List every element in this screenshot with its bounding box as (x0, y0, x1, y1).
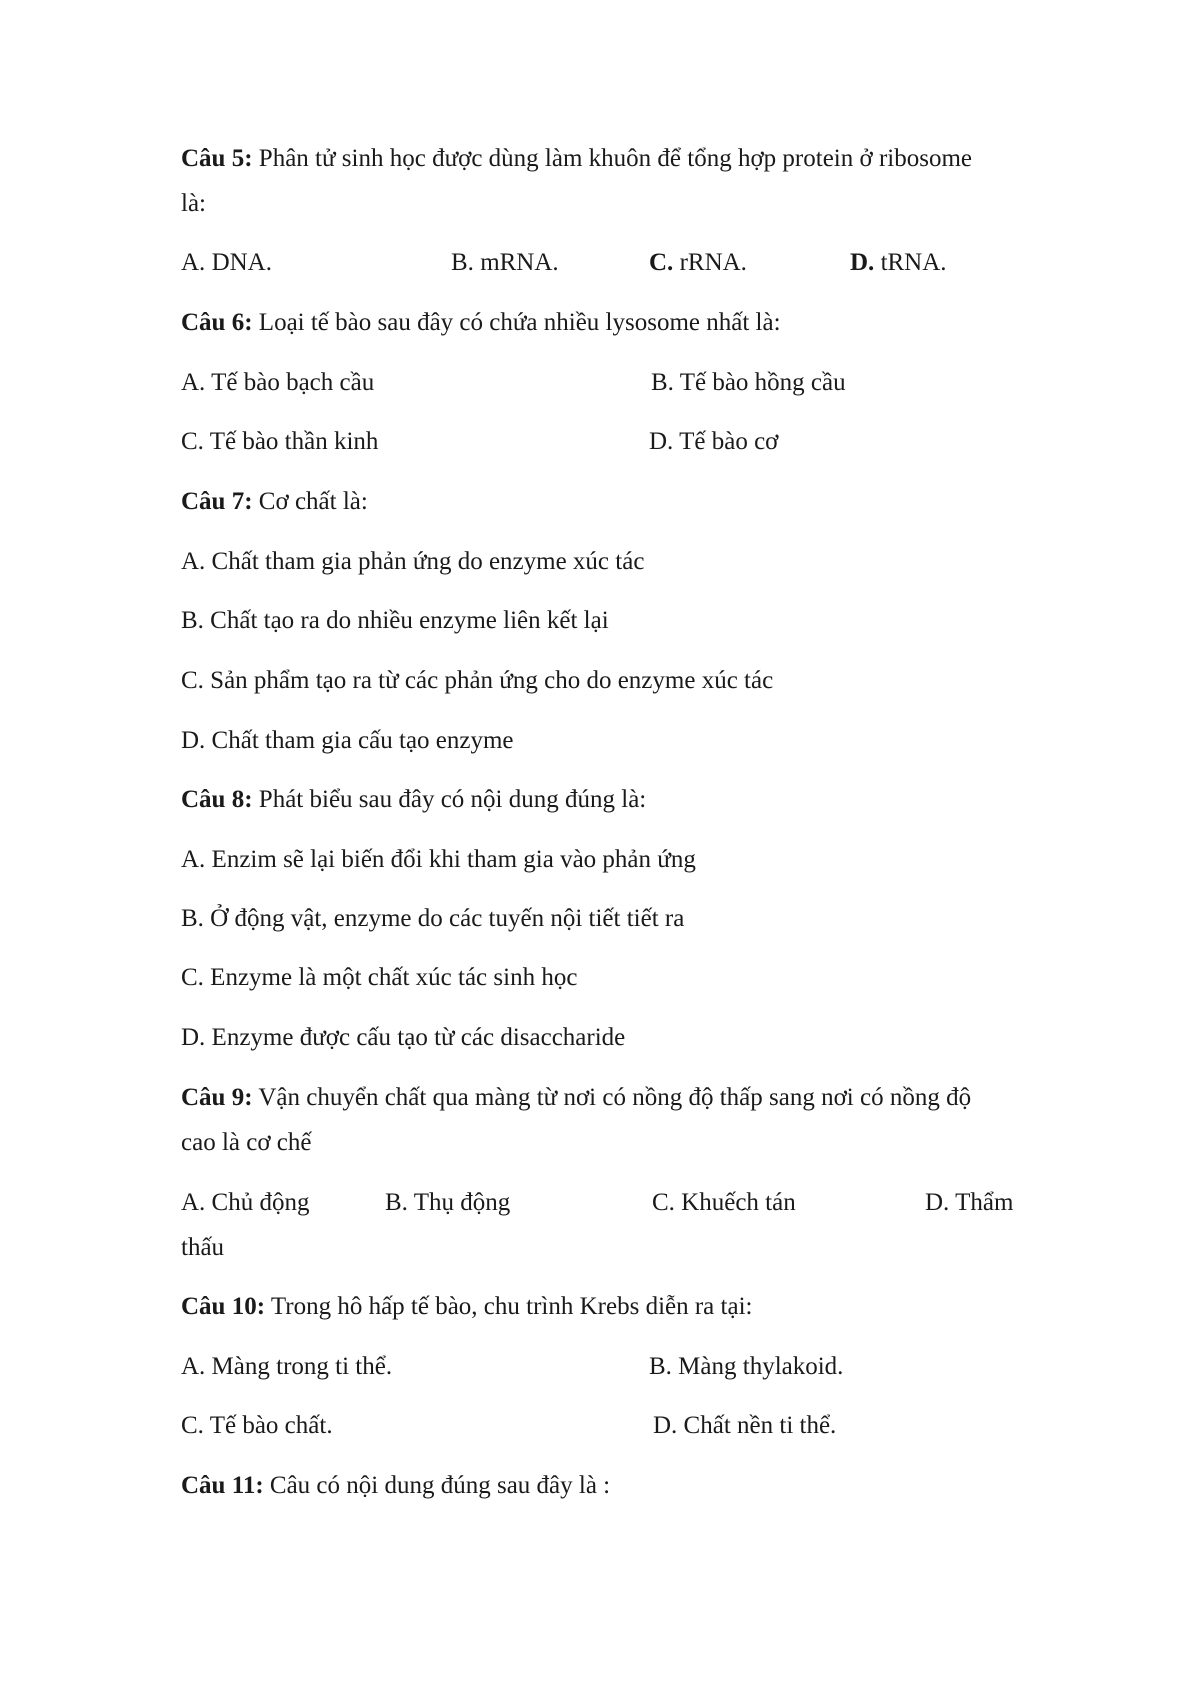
question-7-option-d: D. Chất tham gia cấu tạo enzyme (181, 727, 514, 754)
question-7-option-c: C. Sản phẩm tạo ra từ các phản ứng cho do enzyme xúc tác (181, 667, 774, 694)
question-9-stem-continued: cao là cơ chế (181, 1129, 312, 1156)
option-letter: D. (850, 249, 875, 276)
question-8-option-d: D. Enzyme được cấu tạo từ các disaccharide (181, 1024, 626, 1051)
question-6-text: Loại tế bào sau đây có chứa nhiều lysosome nhất là: (252, 309, 781, 336)
option-letter: C. (649, 249, 674, 276)
question-6-label: Câu 6: (181, 309, 253, 336)
option-letter: B. (451, 249, 474, 276)
question-10-text: Trong hô hấp tế bào, chu trình Krebs diễn ra tại: (265, 1293, 753, 1320)
question-6-option-d: D. Tế bào cơ (649, 428, 779, 455)
question-10-label: Câu 10: (181, 1293, 266, 1320)
question-7-label: Câu 7: (181, 488, 253, 515)
question-7-text: Cơ chất là: (252, 488, 368, 515)
question-5-label: Câu 5: (181, 145, 253, 172)
question-9-option-b: B. Thụ động (385, 1189, 511, 1216)
question-5-option-d (850, 248, 947, 278)
option-text: mRNA. (473, 249, 559, 276)
question-7-option-a: A. Chất tham gia phản ứng do enzyme xúc tác (181, 548, 645, 575)
question-10-option-d: D. Chất nền ti thể. (653, 1412, 837, 1439)
option-letter: A. (181, 249, 206, 276)
question-8-option-b: B. Ở động vật, enzyme do các tuyến nội tiết tiết ra (181, 905, 685, 932)
question-9-option-d: D. Thẩm (925, 1189, 1014, 1216)
question-6-option-a: A. Tế bào bạch cầu (181, 369, 375, 396)
question-8-option-c: C. Enzyme là một chất xúc tác sinh học (181, 964, 578, 991)
question-10-option-a: A. Màng trong ti thể. (181, 1353, 393, 1380)
question-6-option-c: C. Tế bào thần kinh (181, 428, 379, 455)
question-7-option-b: B. Chất tạo ra do nhiều enzyme liên kết lại (181, 607, 609, 634)
question-11-label: Câu 11: (181, 1472, 264, 1499)
option-text: tRNA. (874, 249, 947, 276)
question-11-stem (181, 1471, 610, 1501)
question-9-stem (181, 1083, 971, 1113)
question-8-label: Câu 8: (181, 786, 253, 813)
question-9-option-a: A. Chủ động (181, 1189, 310, 1216)
question-7-stem (181, 487, 368, 517)
question-5-option-a (181, 248, 272, 278)
option-text: DNA. (205, 249, 272, 276)
question-6-option-b: B. Tế bào hồng cầu (651, 369, 846, 396)
question-10-option-b: B. Màng thylakoid. (649, 1353, 844, 1380)
question-5-option-b (451, 248, 559, 278)
question-5-stem (181, 144, 972, 174)
question-5-text: Phân tử sinh học được dùng làm khuôn để tổng hợp protein ở ribosome (252, 145, 973, 172)
option-text: rRNA. (673, 249, 747, 276)
question-9-label: Câu 9: (181, 1084, 253, 1111)
question-10-option-c: C. Tế bào chất. (181, 1412, 333, 1439)
question-9-option-d-wrap: thấu (181, 1234, 225, 1261)
question-9-text: Vận chuyển chất qua màng từ nơi có nồng độ thấp sang nơi có nồng độ (252, 1084, 972, 1111)
question-11-text: Câu có nội dung đúng sau đây là : (263, 1472, 611, 1499)
question-5-stem-continued: là: (181, 190, 206, 217)
question-8-stem (181, 785, 646, 815)
question-10-stem (181, 1292, 752, 1322)
question-8-option-a: A. Enzim sẽ lại biến đổi khi tham gia vào phản ứng (181, 846, 696, 873)
question-8-text: Phát biểu sau đây có nội dung đúng là: (252, 786, 647, 813)
question-5-option-c (649, 248, 747, 278)
question-6-stem (181, 308, 781, 338)
question-9-option-c: C. Khuếch tán (652, 1189, 796, 1216)
